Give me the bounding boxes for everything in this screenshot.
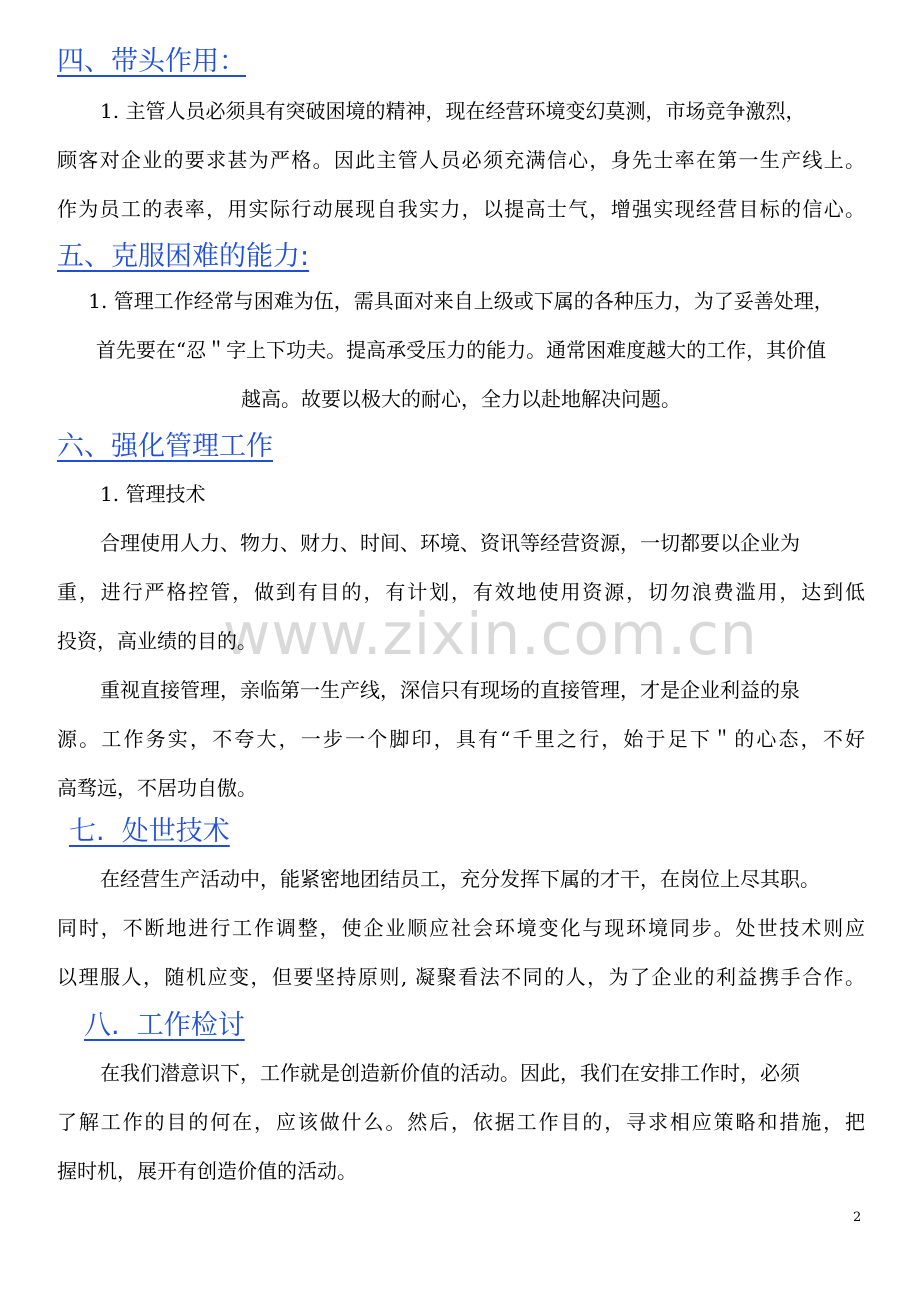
section-body-4 <box>57 87 865 234</box>
paragraph-line: 重视直接管理，亲临第一生产线，深信只有现场的直接管理，才是企业利益的泉 <box>100 678 800 702</box>
watermark-text: www.zixin.com.cn <box>223 600 758 668</box>
paragraph-line: 高骛远，不居功自傲。 <box>57 776 257 800</box>
section-body-8 <box>57 1049 865 1196</box>
paragraph-line: 越高。故要以极大的耐心，全力以赴地解决问题。 <box>241 387 681 411</box>
section-heading-5: 五、克服困难的能力: <box>57 241 310 272</box>
paragraph-line: 了解工作的目的何在，应该做什么。然后，依据工作目的，寻求相应策略和措施，把 <box>57 1110 865 1134</box>
section-heading-7: 七. 处世技术 <box>69 816 230 847</box>
paragraph-line: 在我们潜意识下，工作就是创造新价值的活动。因此，我们在安排工作时，必须 <box>100 1061 800 1085</box>
paragraph-line: 同时，不断地进行工作调整，使企业顺应社会环境变化与现环境同步。处世技术则应 <box>57 916 865 940</box>
section-heading-4: 四、带头作用： <box>57 46 246 77</box>
paragraph-line: 首先要在“忍＂字上下功夫。提高承受压力的能力。通常困难度越大的工作，其价值 <box>95 338 827 362</box>
paragraph-line: 握时机，展开有创造价值的活动。 <box>57 1159 357 1183</box>
section-body-5 <box>57 277 865 424</box>
paragraph-line: 1. 管理技术 <box>100 482 206 506</box>
paragraph-line: 顾客对企业的要求甚为严格。因此主管人员必须充满信心，身先士率在第一生产线上。 <box>57 148 865 172</box>
page-number: 2 <box>853 1210 862 1225</box>
paragraph-line: 1. 主管人员必须具有突破困境的精神，现在经营环境变幻莫测，市场竞争激烈， <box>100 99 806 123</box>
paragraph-line: 重，进行严格控管，做到有目的，有计划，有效地使用资源，切勿浪费滥用，达到低 <box>57 580 865 604</box>
section-body-6 <box>57 470 865 813</box>
section-heading-6: 六、强化管理工作 <box>57 431 273 462</box>
paragraph-line: 以理服人，随机应变，但要坚持原则, 凝聚看法不同的人，为了企业的利益携手合作。 <box>57 965 865 989</box>
paragraph-line: 作为员工的表率，用实际行动展现自我实力，以提高士气，增强实现经营目标的信心。 <box>57 197 865 221</box>
paragraph-line: 在经营生产活动中，能紧密地团结员工，充分发挥下属的才干，在岗位上尽其职。 <box>100 867 820 891</box>
section-body-7 <box>57 855 865 1002</box>
paragraph-line: 源。工作务实，不夸大，一步一个脚印，具有“千里之行，始于足下＂的心态，不好 <box>57 727 865 751</box>
section-heading-8: 八. 工作检讨 <box>84 1010 245 1041</box>
paragraph-line: 投资，高业绩的目的。 <box>57 629 257 653</box>
paragraph-line: 1. 管理工作经常与困难为伍，需具面对来自上级或下属的各种压力，为了妥善处理， <box>88 289 834 313</box>
paragraph-line: 合理使用人力、物力、财力、时间、环境、资讯等经营资源，一切都要以企业为 <box>100 531 800 555</box>
